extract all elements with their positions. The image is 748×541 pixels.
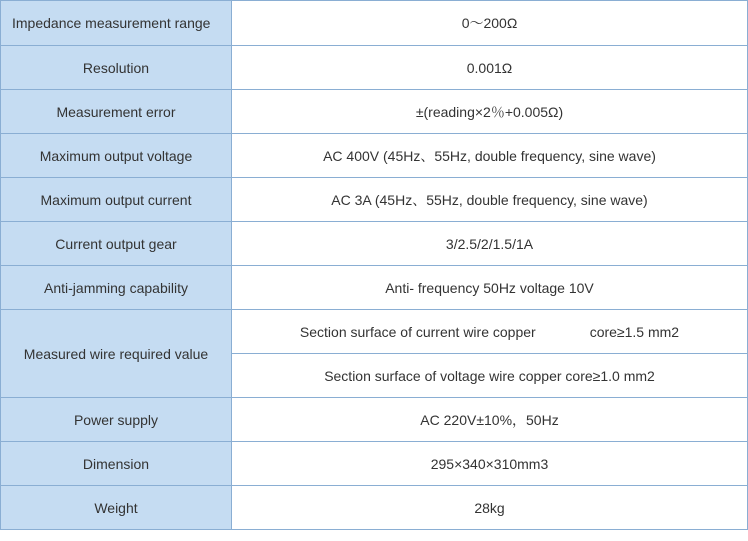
spec-label: Impedance measurement range <box>1 1 232 46</box>
spec-value: ±(reading×2％+0.005Ω) <box>232 90 748 134</box>
spec-value: 3/2.5/2/1.5/1A <box>232 222 748 266</box>
spec-value-part: Section surface of current wire copper <box>299 323 536 340</box>
spec-label: Resolution <box>1 46 232 90</box>
spec-row-measured-wire <box>1 310 748 354</box>
spec-label: Maximum output current <box>1 178 232 222</box>
spec-label: Dimension <box>1 442 232 486</box>
spec-value <box>232 310 748 354</box>
spec-value: Anti- frequency 50Hz voltage 10V <box>232 266 748 310</box>
spec-value: AC 3A (45Hz、55Hz, double frequency, sine wave) <box>232 178 748 222</box>
spec-label: Maximum output voltage <box>1 134 232 178</box>
spec-row-resolution <box>1 46 748 90</box>
spec-value: 28kg <box>232 486 748 530</box>
spec-value-part: core≥1.5 mm2 <box>589 323 680 340</box>
spec-label: Power supply <box>1 398 232 442</box>
spec-label: Measured wire required value <box>1 310 232 398</box>
spec-row-dimension <box>1 442 748 486</box>
spec-row-measurement-error <box>1 90 748 134</box>
spec-value: 0.001Ω <box>232 46 748 90</box>
spec-value: AC 400V (45Hz、55Hz, double frequency, sine wave) <box>232 134 748 178</box>
spec-row-anti-jamming <box>1 266 748 310</box>
spec-row-power-supply <box>1 398 748 442</box>
spec-value: Section surface of voltage wire copper core≥1.0 mm2 <box>232 354 748 398</box>
spec-value: 0～200Ω <box>232 1 748 46</box>
spec-label: Weight <box>1 486 232 530</box>
spec-value: 295×340×310mm3 <box>232 442 748 486</box>
spec-label: Current output gear <box>1 222 232 266</box>
spec-row-max-output-current <box>1 178 748 222</box>
spec-row-max-output-voltage <box>1 134 748 178</box>
spec-row-current-output-gear <box>1 222 748 266</box>
spec-label: Anti-jamming capability <box>1 266 232 310</box>
spec-row-impedance-range <box>1 1 748 46</box>
spec-label: Measurement error <box>1 90 232 134</box>
spec-value: AC 220V±10%，50Hz <box>232 398 748 442</box>
spec-row-weight <box>1 486 748 530</box>
